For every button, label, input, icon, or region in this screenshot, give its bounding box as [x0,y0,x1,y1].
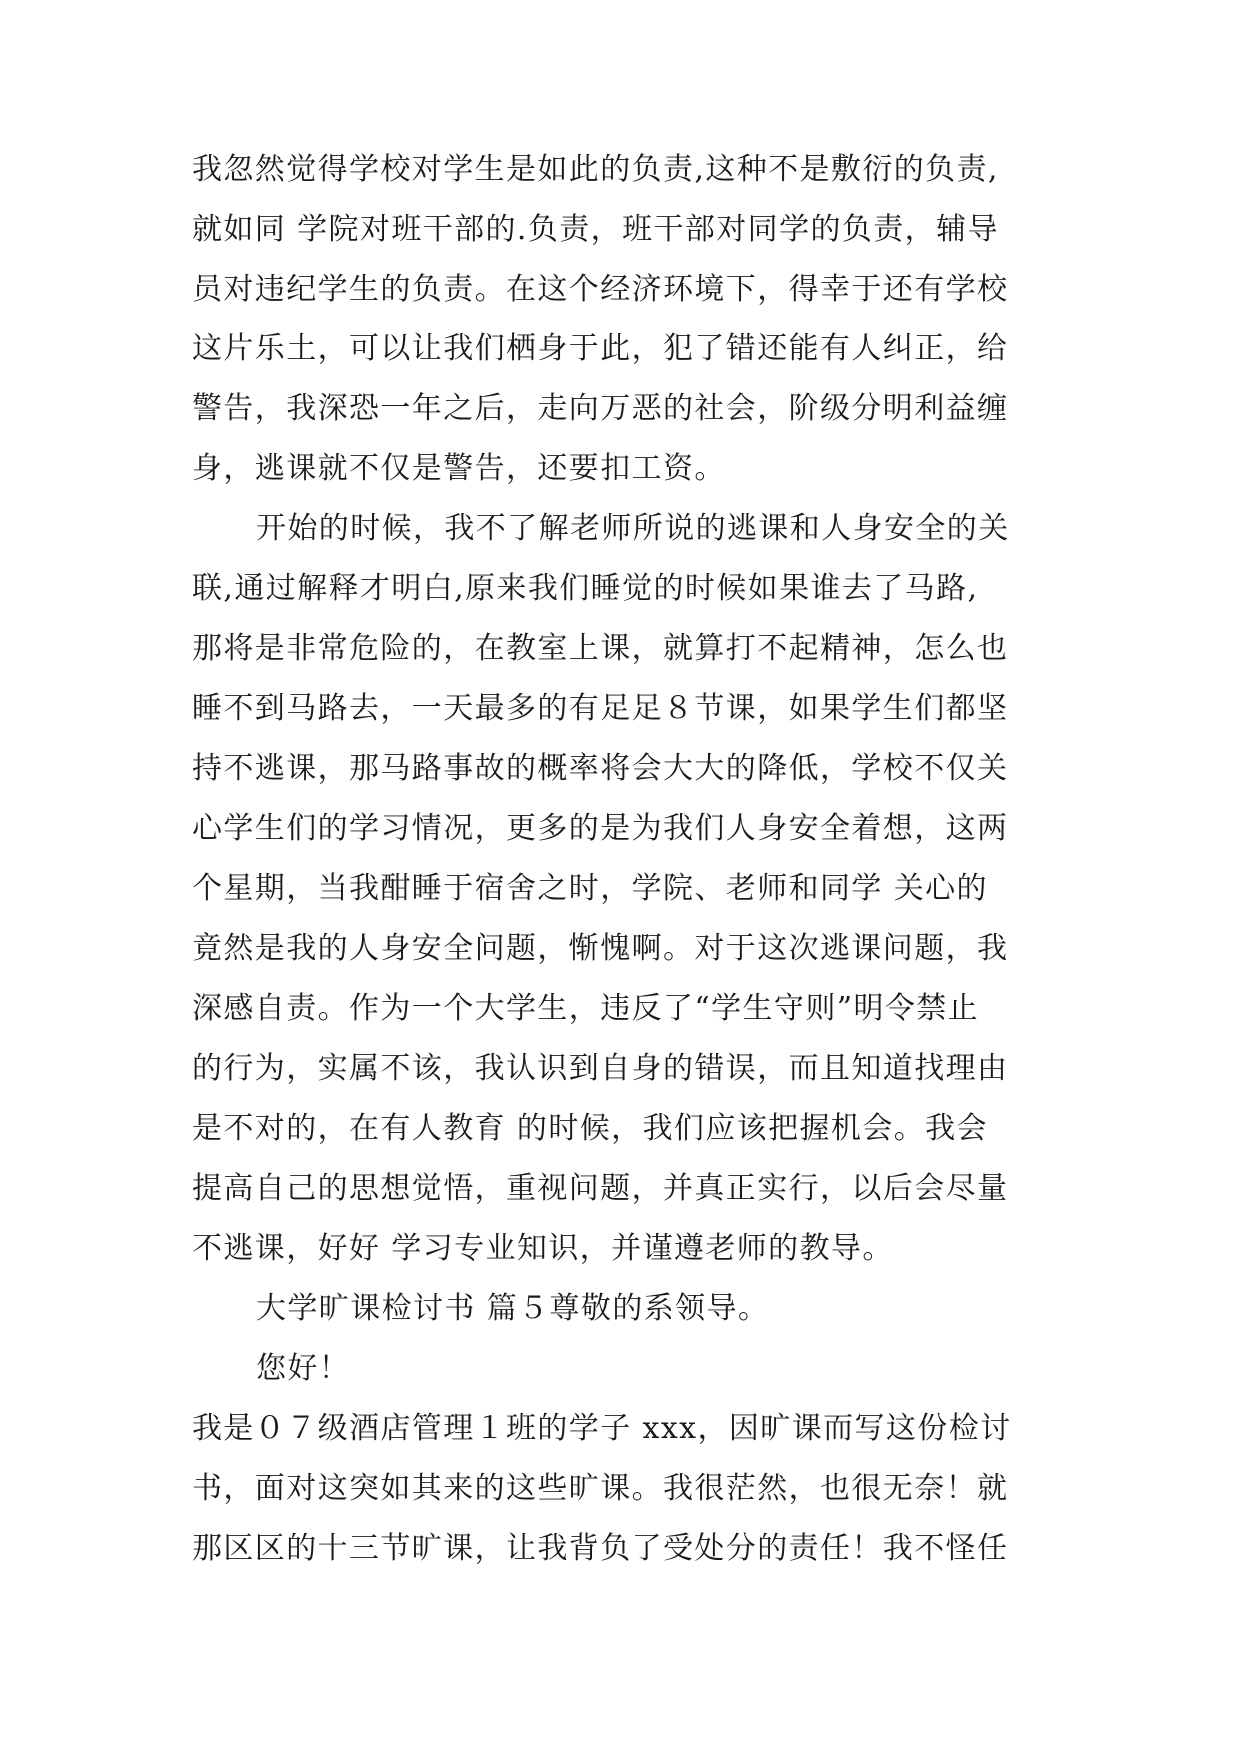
text-line-10: 睡不到马路去，一天最多的有足足８节课，如果学生们都坚 [192,691,1009,726]
text-line-22: 我是０７级酒店管理１班的学子 xxx，因旷课而写这份检讨 [192,1411,1012,1446]
text-line-14: 竟然是我的人身安全问题，惭愧啊。对于这次逃课问题，我 [192,931,1009,966]
text-line-19: 不逃课，好好 学习专业知识，并谨遵老师的教导。 [192,1231,894,1266]
greeting: 您好！ [256,1351,351,1386]
section-heading: 大学旷课检讨书 篇５尊敬的系领导。 [256,1291,770,1326]
text-line-12: 心学生们的学习情况，更多的是为我们人身安全着想，这两 [192,811,1009,846]
text-line-24: 那区区的十三节旷课，让我背负了受处分的责任！我不怪任 [192,1531,1009,1566]
text-line-3: 员对违纪学生的负责。在这个经济环境下，得幸于还有学校 [192,272,1009,307]
text-line-2: 就如同 学院对班干部的.负责，班干部对同学的负责，辅导 [192,212,999,247]
text-line-15: 深感自责。作为一个大学生，违反了“学生守则”明令禁止 [192,991,980,1026]
text-line-5: 警告，我深恐一年之后，走向万恶的社会，阶级分明利益缠 [192,391,1009,426]
text-line-1: 我忽然觉得学校对学生是如此的负责,这种不是敷衍的负责, [192,152,999,187]
text-line-11: 持不逃课，那马路事故的概率将会大大的降低，学校不仅关 [192,751,1009,786]
paragraph-2-first-line: 开始的时候，我不了解老师所说的逃课和人身安全的关 [256,511,1010,546]
text-line-23: 书，面对这突如其来的这些旷课。我很茫然，也很无奈！就 [192,1471,1009,1506]
text-line-16: 的行为，实属不该，我认识到自身的错误，而且知道找理由 [192,1051,1009,1086]
text-line-9: 那将是非常危险的，在教室上课，就算打不起精神，怎么也 [192,631,1009,666]
text-line-8: 联,通过解释才明白,原来我们睡觉的时候如果谁去了马路, [192,571,979,606]
text-line-4: 这片乐土，可以让我们栖身于此，犯了错还能有人纠正，给 [192,331,1009,366]
text-line-18: 提高自己的思想觉悟，重视问题，并真正实行，以后会尽量 [192,1171,1009,1206]
text-line-13: 个星期，当我酣睡于宿舍之时，学院、老师和同学 关心的 [192,871,988,906]
text-line-6: 身，逃课就不仅是警告，还要扣工资。 [192,451,726,486]
text-line-17: 是不对的，在有人教育 的时候，我们应该把握机会。我会 [192,1111,988,1146]
